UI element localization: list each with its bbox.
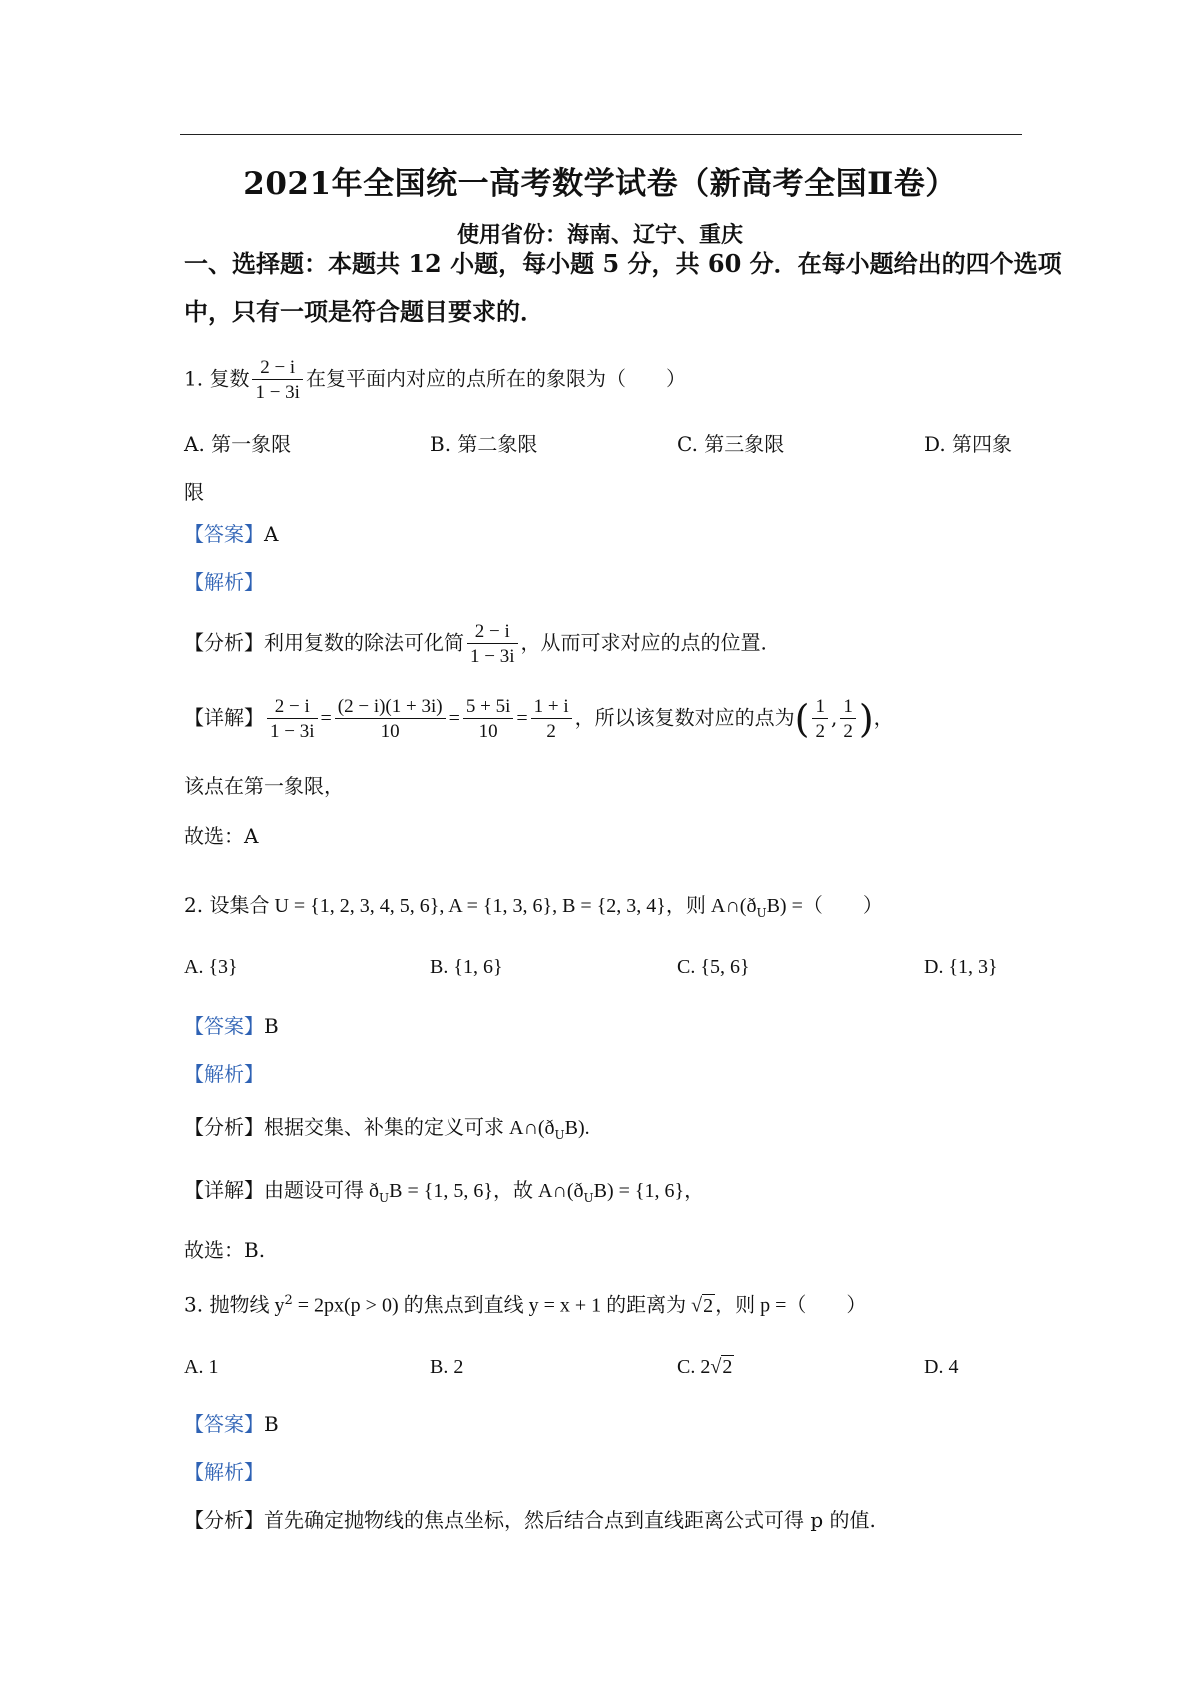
- q1-answer-value: A: [264, 522, 279, 546]
- q2-option-c: C. {5, 6}: [677, 956, 750, 978]
- q1-analysis-line: [184, 622, 767, 666]
- top-rule: [180, 134, 1022, 135]
- q3-option-a: A. 1: [184, 1356, 219, 1378]
- q2-stem-text: 设集合 U = {1, 2, 3, 4, 5, 6}, A = {1, 3, 6}, B = {2, 3, 4}，则 A∩(ð: [209, 895, 757, 917]
- q2-answer-value: B: [264, 1014, 279, 1038]
- q1-stem: [184, 358, 686, 402]
- q1-conclusion: 故选：A: [184, 824, 259, 848]
- q2-analysis-line: 【分析】根据交集、补集的定义可求 $A\cap(ð_UB)$.: [184, 1115, 590, 1142]
- q1-point-x: $\frac{1}{2}$: [812, 697, 828, 741]
- q1-detail-frac2: $\frac{(2 - i)(1 + 3i)}{10}$: [335, 697, 446, 741]
- q1-analysis-fraction: $\frac{2 - i}{1 - 3i}$: [467, 622, 518, 666]
- q1-point-y: $\frac{1}{2}$: [840, 697, 856, 741]
- q3-sqrt: 2: [703, 1294, 714, 1317]
- q1-detail-frac1: $\frac{2 - i}{1 - 3i}$: [267, 697, 318, 741]
- q1-detail-frac4: $\frac{1 + i}{2}$: [531, 697, 572, 741]
- q1-analysis-suffix: ，从而可求对应的点的位置.: [520, 630, 767, 655]
- section-heading-line2: 中，只有一项是符合题目要求的．: [184, 297, 544, 326]
- q1-option-d-wrap: 限: [184, 480, 204, 504]
- q2-number: 2.: [184, 893, 204, 917]
- q2-detail-line: 【详解】由题设可得 $ð_UB = \{1$, 5, 6}，故 $A\cap(ð_UB) = \{1$, 6}，: [184, 1178, 705, 1205]
- q1-fraction: $\frac{2 - i}{1 - 3i}$: [252, 358, 303, 402]
- q2-option-d: D. {1, 3}: [924, 956, 998, 978]
- q1-option-b: B. 第二象限: [430, 432, 538, 456]
- page-title: 2021年全国统一高考数学试卷（新高考全国Ⅱ卷）: [243, 166, 957, 202]
- analysis-label: 【分析】: [184, 1508, 264, 1532]
- page-subtitle: 使用省份：海南、辽宁、重庆: [456, 222, 743, 248]
- q1-option-c: C. 第三象限: [677, 432, 785, 456]
- q2-option-b: B. {1, 6}: [430, 956, 503, 978]
- q1-analysis-prefix: 利用复数的除法可化简: [264, 630, 464, 655]
- answer-label: 【答案】: [184, 1412, 264, 1436]
- q3-stem: 3. 抛物线 $y^2 = 2px(p > 0)$ 的焦点到直线 y = x + 1 的距离为 √2 ，则 p =（ ）: [184, 1292, 867, 1317]
- q2-jiexi-label: 【解析】: [184, 1062, 264, 1086]
- q2-answer-line: [184, 1016, 279, 1036]
- answer-label: 【答案】: [184, 1014, 264, 1038]
- q2-option-a: A. {3}: [184, 956, 238, 978]
- q2-conclusion: 故选：B.: [184, 1238, 266, 1262]
- q2-stem: 2. 设集合 U = {1, 2, 3, 4, 5, 6}, A = {1, 3, 6}, B = {2, 3, 4}，则 $A\cap(ð_UB)$ =（ ）: [184, 893, 883, 920]
- q1-suffix: 在复平面内对应的点所在的象限为（ ）: [305, 366, 686, 391]
- q1-option-a: A. 第一象限: [184, 432, 292, 456]
- q3-answer-line: [184, 1414, 279, 1434]
- q1-number: 1.: [184, 366, 204, 391]
- q1-prefix: 复数: [209, 366, 250, 391]
- q3-option-b: B. 2: [430, 1356, 464, 1378]
- detail-label: 【详解】: [184, 1178, 264, 1202]
- q1-jiexi-label: 【解析】: [184, 570, 264, 594]
- q1-option-d: D. 第四象: [924, 432, 1013, 456]
- q3-answer-value: B: [264, 1412, 279, 1436]
- answer-label: 【答案】: [184, 522, 264, 546]
- analysis-label: 【分析】: [184, 1115, 264, 1139]
- section-heading-line1: 一、选择题：本题共 12 小题，每小题 5 分，共 60 分．在每小题给出的四个选项: [184, 249, 1062, 278]
- q1-detail-line2: 该点在第一象限，: [184, 774, 344, 798]
- q1-detail-line: 【详解】 $\frac{2 - i}{1 - 3i}$ = $\frac{(2 - i)(1 + 3i)}{10}$ = $\frac{5 + 5i}{10}$ = $\frac{1 + i}{2}$ ，所以该复数对应的点为( $\frac{1}{2}$ , $\frac{1}{2}$ )，: [184, 696, 894, 742]
- q3-number: 3.: [184, 1292, 204, 1317]
- detail-label: 【详解】: [184, 705, 264, 730]
- q3-analysis-text: 首先确定抛物线的焦点坐标，然后结合点到直线距离公式可得 p 的值.: [264, 1508, 876, 1532]
- analysis-label: 【分析】: [184, 630, 264, 655]
- q3-option-d: D. 4: [924, 1356, 959, 1378]
- q3-analysis-line: [184, 1510, 876, 1530]
- q1-answer-line: [184, 524, 278, 544]
- q3-jiexi-label: 【解析】: [184, 1460, 264, 1484]
- q1-detail-text: ，所以该复数对应的点为: [574, 705, 795, 730]
- q1-detail-frac3: $\frac{5 + 5i}{10}$: [463, 697, 514, 741]
- q3-option-c: C. 2√2: [677, 1356, 733, 1378]
